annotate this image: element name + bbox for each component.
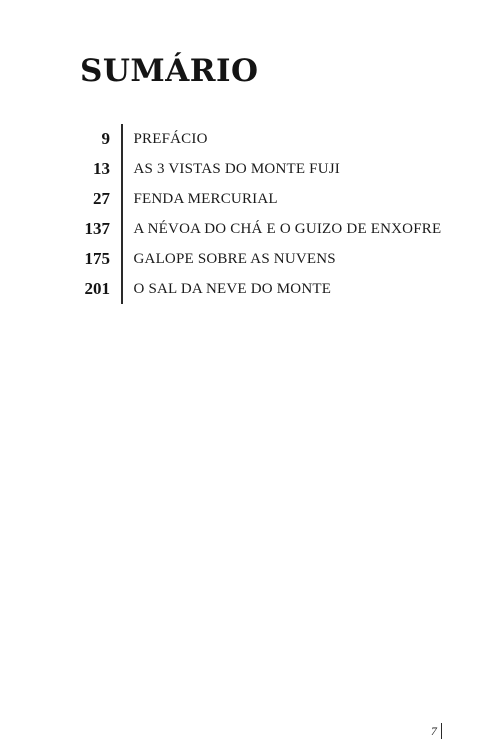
toc-chapter-title: A NÉVOA DO CHÁ E O GUIZO DE ENXOFRE bbox=[133, 221, 442, 237]
toc-entry bbox=[0, 184, 500, 214]
toc-page-number: 27 bbox=[93, 189, 110, 208]
toc-entry bbox=[0, 124, 500, 154]
toc-entry bbox=[0, 214, 500, 244]
toc-page-number: 201 bbox=[84, 279, 110, 298]
toc-chapter-title: FENDA MERCURIAL bbox=[133, 191, 278, 207]
page-number: 7 bbox=[430, 724, 437, 738]
toc-page-number: 137 bbox=[84, 219, 110, 238]
toc-entry bbox=[0, 244, 500, 274]
table-of-contents bbox=[0, 124, 500, 304]
toc-chapter-title: GALOPE SOBRE AS NUVENS bbox=[133, 251, 336, 267]
toc-entry bbox=[0, 154, 500, 184]
toc-chapter-title: PREFÁCIO bbox=[133, 131, 208, 147]
toc-chapter-title: AS 3 VISTAS DO MONTE FUJI bbox=[133, 161, 340, 177]
toc-page-number: 9 bbox=[101, 129, 110, 148]
page-title: SUMÁRIO bbox=[80, 53, 259, 89]
toc-page-number: 13 bbox=[93, 159, 110, 178]
footer-divider bbox=[441, 723, 442, 739]
page-footer bbox=[431, 723, 442, 739]
toc-page-number: 175 bbox=[84, 249, 110, 268]
toc-entry bbox=[0, 274, 500, 304]
toc-chapter-title: O SAL DA NEVE DO MONTE bbox=[133, 281, 332, 297]
